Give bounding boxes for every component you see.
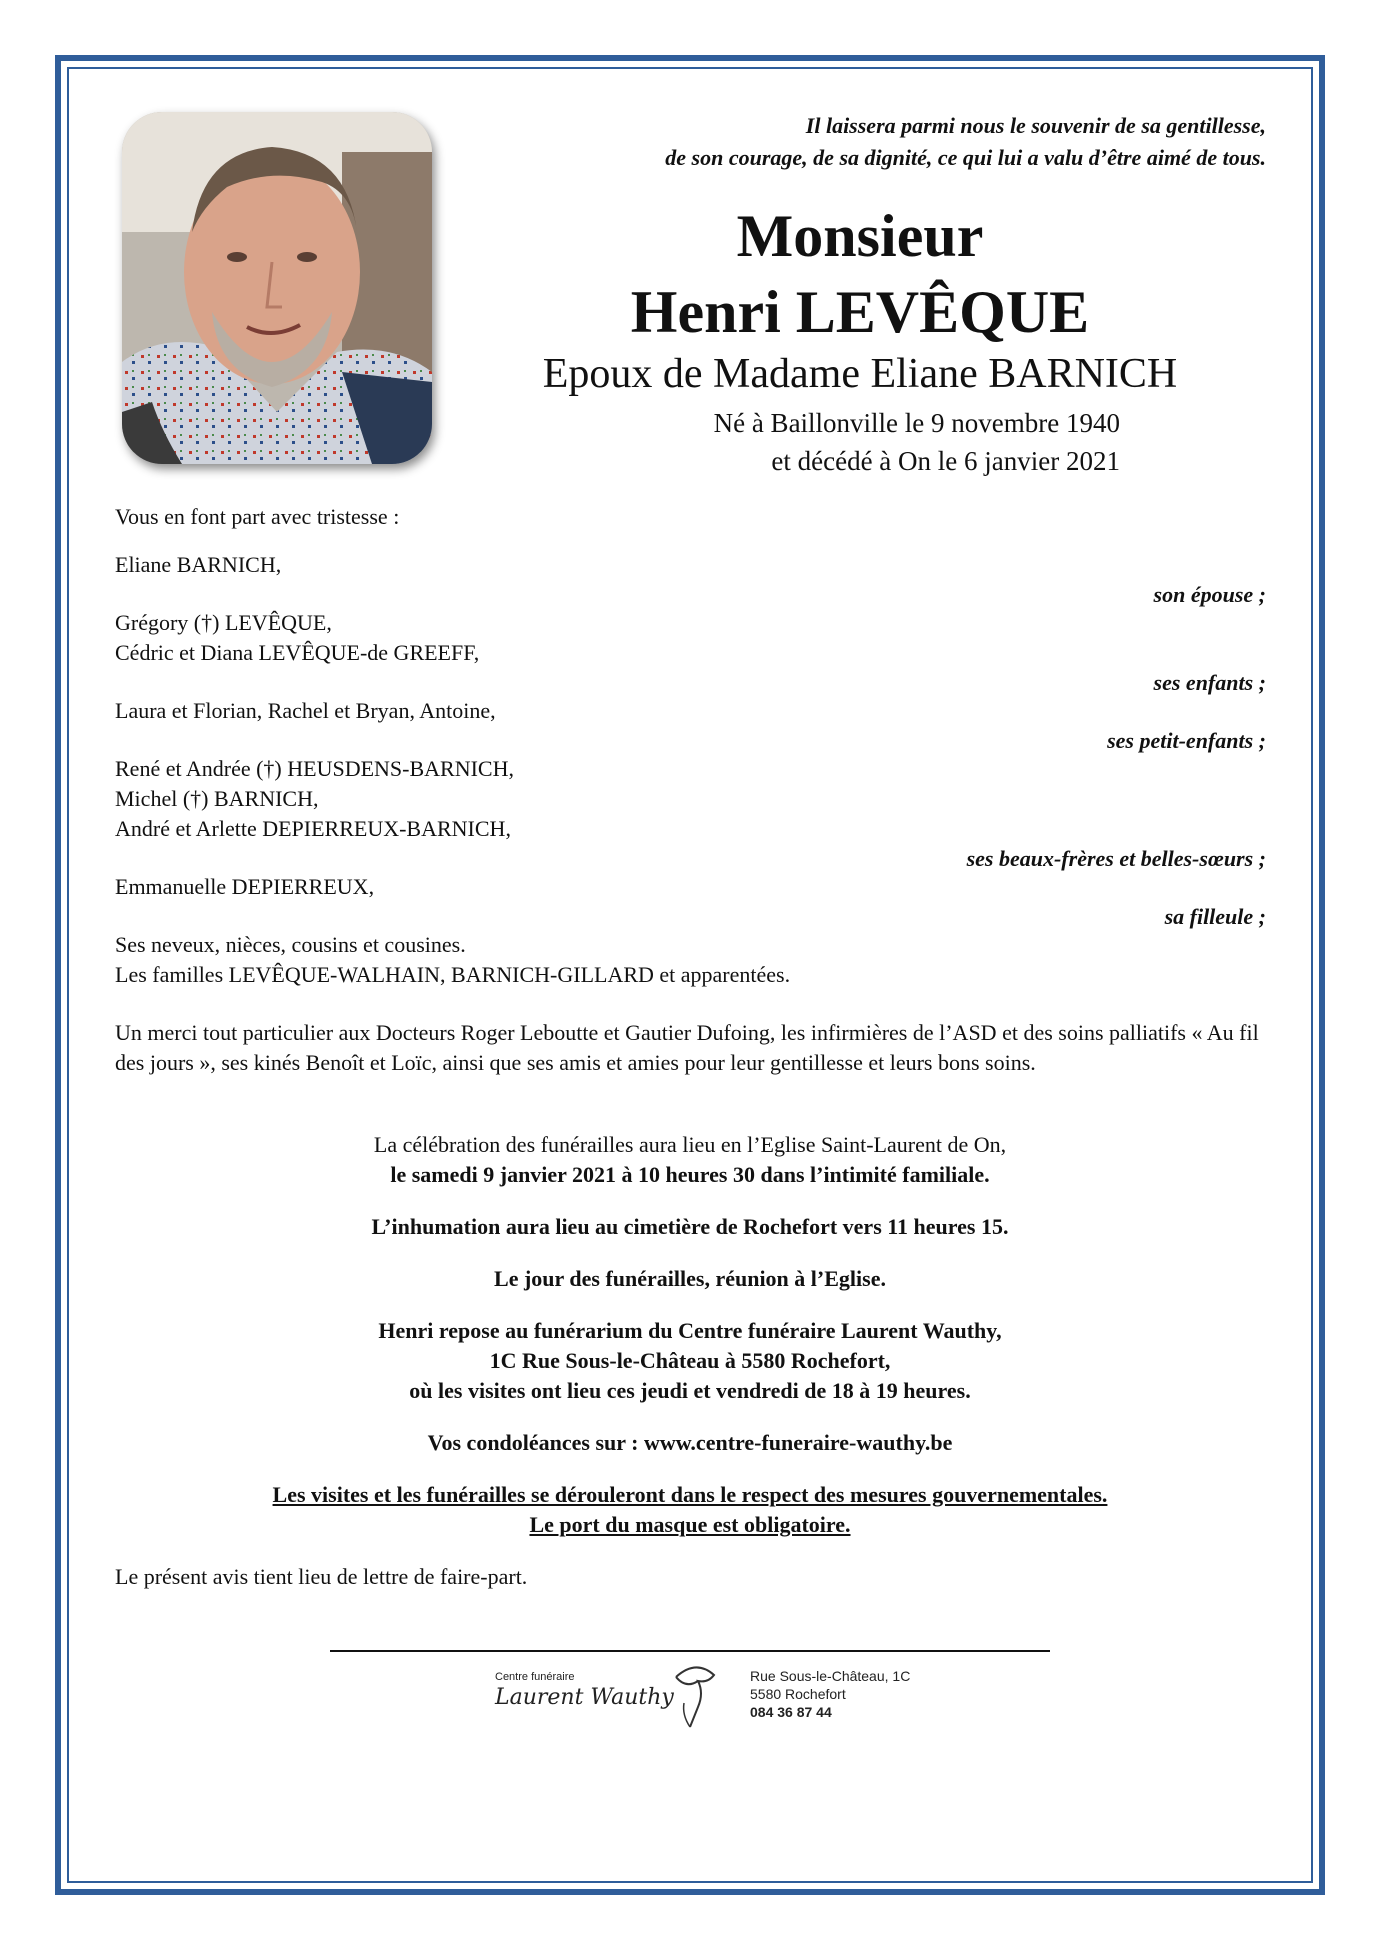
closing-line: Le présent avis tient lieu de lettre de faire-part. xyxy=(115,1564,528,1589)
notice-line-1: Les visites et les funérailles se dérouleront dans le respect des mesures gouvernementales. xyxy=(272,1482,1108,1507)
signature-divider xyxy=(330,1650,1050,1652)
honorific: Monsieur xyxy=(736,203,984,269)
calla-lily-icon xyxy=(668,1663,722,1729)
birth-line: Né à Baillonville le 9 novembre 1940 xyxy=(713,408,1120,438)
family-inlaw-2: Michel (†) BARNICH, xyxy=(115,786,319,811)
notice-line-2: Le port du masque est obligatoire. xyxy=(529,1512,851,1537)
portrait-illustration xyxy=(122,112,432,464)
relation-grandchildren: ses petit-enfants ; xyxy=(1107,728,1266,753)
rest-line-2: 1C Rue Sous-le-Château à 5580 Rochefort, xyxy=(489,1348,891,1373)
phone-number: 084 36 87 44 xyxy=(750,1704,832,1720)
family-grandchildren: Laura et Florian, Rachel et Bryan, Antoine, xyxy=(115,698,496,723)
relation-spouse: son épouse ; xyxy=(1153,582,1266,607)
burial-line: L’inhumation aura lieu au cimetière de Rochefort vers 11 heures 15. xyxy=(371,1214,1009,1239)
family-child-1: Grégory (†) LEVÊQUE, xyxy=(115,610,332,635)
address-line-1: Rue Sous-le-Château, 1C xyxy=(750,1668,911,1684)
family-inlaw-3: André et Arlette DEPIERREUX-BARNICH, xyxy=(115,816,511,841)
address-line-2: 5580 Rochefort xyxy=(750,1686,846,1702)
quote-line-2: de son courage, de sa dignité, ce qui lui a valu d’être aimé de tous. xyxy=(665,145,1266,170)
memorial-quote xyxy=(486,110,1266,174)
rest-line-1: Henri repose au funérarium du Centre funéraire Laurent Wauthy, xyxy=(378,1318,1002,1343)
death-line: et décédé à On le 6 janvier 2021 xyxy=(771,446,1120,476)
family-extended-2: Les familles LEVÊQUE-WALHAIN, BARNICH-GILLARD et apparentées. xyxy=(115,962,791,987)
family-spouse: Eliane BARNICH, xyxy=(115,552,282,577)
thanks-paragraph: Un merci tout particulier aux Docteurs Roger Leboutte et Gautier Dufoing, les infirmières de l’ASD et des soins palliatifs « Au fil des jours », ses kinés Benoît et Loïc, ainsi que ses amis et amies pour leur gentillesse et leurs bons soins. xyxy=(115,1020,1259,1075)
announcement-intro: Vous en font part avec tristesse : xyxy=(115,504,400,529)
spouse-line: Epoux de Madame Eliane BARNICH xyxy=(542,351,1178,397)
family-extended-1: Ses neveux, nièces, cousins et cousines. xyxy=(115,932,466,957)
ceremony-line-1: La célébration des funérailles aura lieu en l’Eglise Saint-Laurent de On, xyxy=(373,1132,1007,1157)
funeral-home-logo xyxy=(495,1663,935,1735)
family-inlaw-1: René et Andrée (†) HEUSDENS-BARNICH, xyxy=(115,756,514,781)
family-goddaughter: Emmanuelle DEPIERREUX, xyxy=(115,874,375,899)
relation-children: ses enfants ; xyxy=(1153,670,1266,695)
logo-name: Laurent Wauthy xyxy=(495,1685,674,1710)
condolences-line: Vos condoléances sur : www.centre-funeraire-wauthy.be xyxy=(427,1430,953,1455)
funeral-home-address xyxy=(750,1667,910,1721)
rest-line-3: où les visites ont lieu ces jeudi et vendredi de 18 à 19 heures. xyxy=(409,1378,971,1403)
family-child-2: Cédric et Diana LEVÊQUE-de GREEFF, xyxy=(115,640,480,665)
quote-line-1: Il laissera parmi nous le souvenir de sa gentillesse, xyxy=(805,113,1266,138)
relation-inlaws: ses beaux-frères et belles-sœurs ; xyxy=(966,846,1266,871)
deceased-name: Henri LEVÊQUE xyxy=(630,279,1090,345)
relation-goddaughter: sa filleule ; xyxy=(1164,904,1266,929)
logo-caption: Centre funéraire xyxy=(495,1671,575,1683)
meeting-line: Le jour des funérailles, réunion à l’Eglise. xyxy=(494,1266,886,1291)
ceremony-line-2: le samedi 9 janvier 2021 à 10 heures 30 dans l’intimité familiale. xyxy=(390,1162,990,1187)
portrait-photo xyxy=(122,112,432,464)
